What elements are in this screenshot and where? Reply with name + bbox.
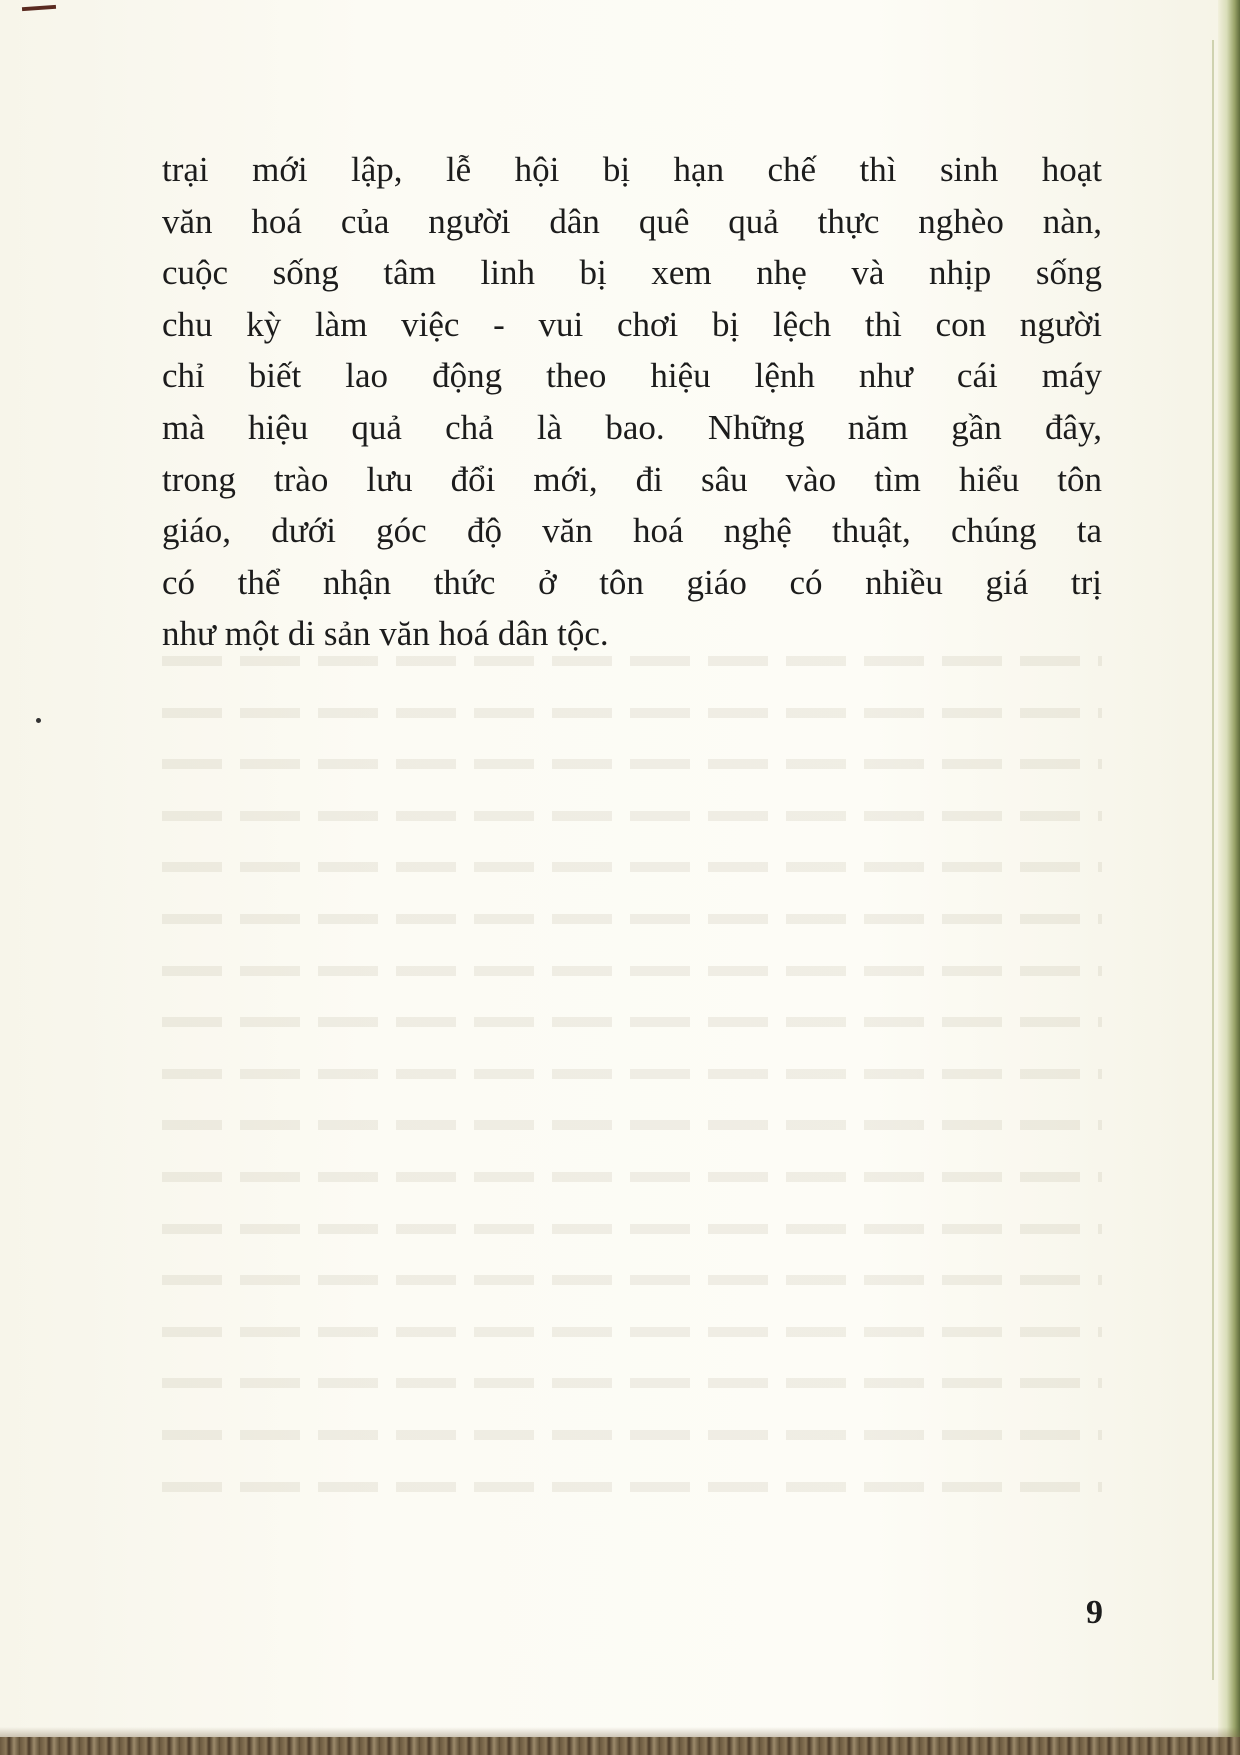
bottom-shadow <box>0 1727 1240 1737</box>
page-edge-line <box>1212 40 1214 1680</box>
text-line: mà hiệu quả chả là bao. Những năm gần đây, <box>162 407 1102 447</box>
text-line: trong trào lưu đổi mới, đi sâu vào tìm hiểu tôn <box>162 459 1102 499</box>
text-line: văn hoá của người dân quê quả thực nghèo nàn, <box>162 201 1102 241</box>
text-line: chu kỳ làm việc - vui chơi bị lệch thì con người <box>162 304 1102 344</box>
text-line: chỉ biết lao động theo hiệu lệnh như cái máy <box>162 356 1102 396</box>
show-through-text <box>162 634 1102 1511</box>
page-binding-edge <box>1218 0 1240 1755</box>
ink-speck <box>36 718 41 723</box>
text-line: như một di sản văn hoá dân tộc. <box>162 614 609 654</box>
text-line: giáo, dưới góc độ văn hoá nghệ thuật, chúng ta <box>162 511 1102 551</box>
scan-corner-mark <box>22 5 56 11</box>
text-line: trại mới lập, lễ hội bị hạn chế thì sinh hoạt <box>162 150 1102 189</box>
page-bottom-edge <box>0 1737 1240 1755</box>
text-line: có thể nhận thức ở tôn giáo có nhiều giá trị <box>162 562 1102 602</box>
page-number: 9 <box>1086 1594 1103 1631</box>
text-line: cuộc sống tâm linh bị xem nhẹ và nhịp sống <box>162 253 1102 293</box>
body-paragraph <box>162 144 1102 660</box>
